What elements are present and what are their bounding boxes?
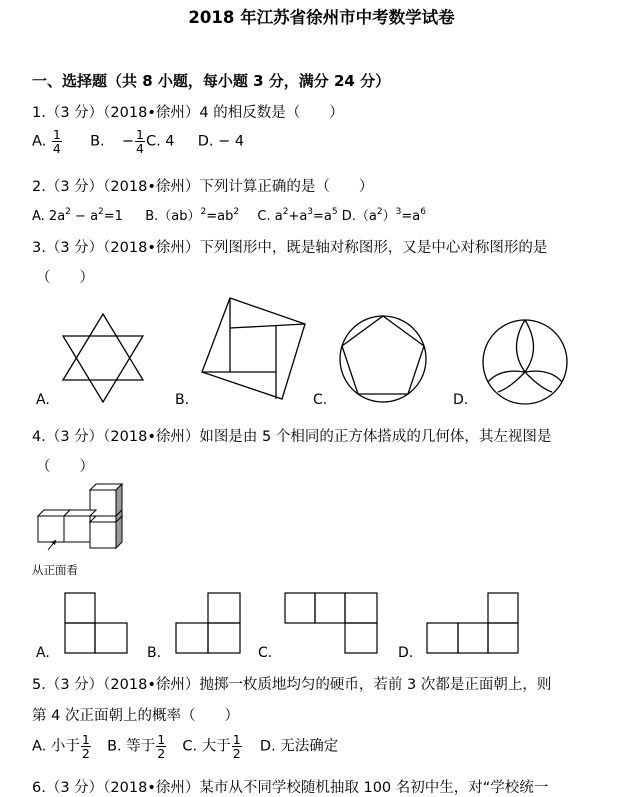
question-6-stem-partial: 6.（3 分）（2018•徐州）某市从不同学校随机抽取 100 名初中生，对“学校统一 [32,780,549,796]
section-heading: 一、选择题（共 8 小题，每小题 3 分，满分 24 分） [32,72,391,90]
question-2-stem: 2.（3 分）（2018•徐州）下列计算正确的是（ ） [32,179,374,195]
question-2-options: A. $2a^2 - a^2=1$ $B.(ab)^2=ab^2$ C. $a^2+a^3=a^5$ $D.(a^2)^3=a^6$ [32,207,426,224]
question-3-stem-line2: （ ） [36,270,94,286]
question-1-options [32,128,244,155]
question-4-stem-line2: （ ） [36,459,94,475]
minus-sign: − [121,133,134,150]
question-3-stem-line1: 3.（3 分）（2018•徐州）下列图形中，既是轴对称图形，又是中心对称图形的是 [32,240,548,256]
fraction-one-quarter-b: $\frac{1}{4}$ [136,127,144,157]
option-c: C. 4 [145,133,175,150]
cube-stack-figure [34,480,130,552]
hexagram-figure [60,312,146,402]
q4-option-d-label: D. [398,645,414,661]
q4-option-c-label: C. [258,645,273,661]
question-1-stem: 1.（3 分）（2018•徐州）4 的相反数是（ ） [32,105,344,121]
left-view-option-d [426,592,522,654]
circle-three-arcs-figure [480,318,570,406]
q3-option-c-label: C. [313,392,328,408]
option-d: D. − 4 [197,133,245,150]
option-b-label: B. [90,133,105,150]
fraction-one-quarter: $\frac{1}{4}$ [52,127,61,157]
nested-square-figure [200,296,308,400]
page-title: 2018 年江苏省徐州市中考数学试卷 [188,8,455,27]
question-4-stem-line1: 4.（3 分）（2018•徐州）如图是由 5 个相同的正方体搭成的几何体，其左视图是 [32,429,552,445]
question-5-stem-line1: 5.（3 分）（2018•徐州）抛掷一枚质地均匀的硬币，若前 3 次都是正面朝上，则 [32,677,552,693]
q4-option-b-label: B. [147,645,162,661]
question-5-stem-line2: 第 4 次正面朝上的概率（ ） [32,708,239,724]
pentagon-in-circle-figure [338,314,428,404]
view-direction-label: 从正面看 [32,563,78,577]
q3-option-b-label: B. [175,392,190,408]
left-view-option-c [284,592,380,654]
question-5-options: A. 小于 $\frac{1}{2}$ B. 等于 $\frac{1}{2}$ C. 大于 $\frac{1}{2}$ D. 无法确定 [32,732,339,762]
option-d: D. 无法确定 [259,738,339,755]
q3-option-a-label: A. [36,392,50,408]
left-view-option-a [64,592,130,654]
option-a-label: A. [32,133,47,150]
left-view-option-b [175,592,241,654]
q3-option-d-label: D. [453,392,469,408]
q4-option-a-label: A. [36,645,50,661]
